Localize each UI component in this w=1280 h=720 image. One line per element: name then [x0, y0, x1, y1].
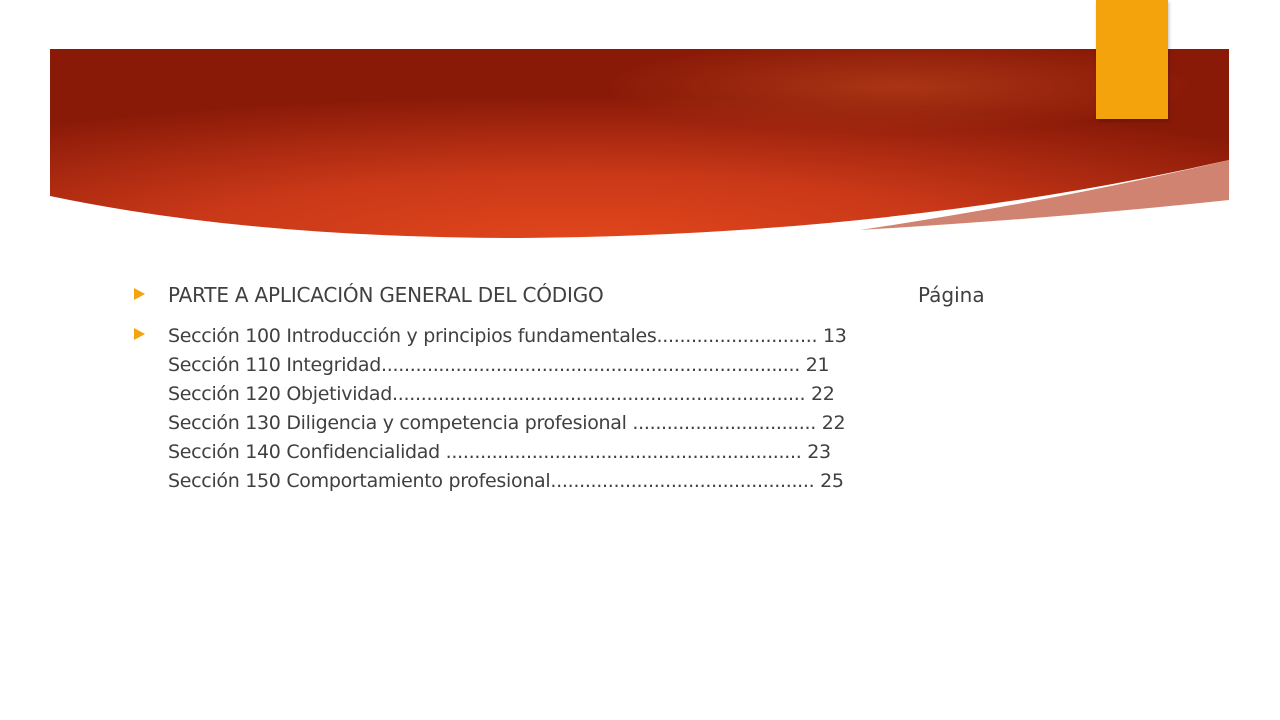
toc-heading-title: PARTE A APLICACIÓN GENERAL DEL CÓDIGO — [168, 283, 604, 307]
toc-entry: Sección 100 Introducción y principios fundamentales............................ 13 — [168, 325, 847, 347]
arrow-bullet-icon — [134, 288, 145, 300]
toc-entries — [130, 322, 1030, 496]
toc-entry: Sección 120 Objetividad........................................................................ 22 — [168, 383, 835, 405]
toc-entry: Sección 140 Confidencialidad .............................................................. 23 — [168, 441, 831, 463]
header-banner — [0, 0, 1280, 260]
accent-tab — [1096, 0, 1168, 119]
toc-entry: Sección 150 Comportamiento profesional.............................................. 25 — [168, 470, 844, 492]
toc-entry: Sección 110 Integridad......................................................................... 21 — [168, 354, 830, 376]
table-of-contents — [130, 282, 1030, 496]
arrow-bullet-icon — [134, 328, 145, 340]
toc-entry: Sección 130 Diligencia y competencia profesional ................................ 22 — [168, 412, 846, 434]
toc-heading-page-label: Página — [918, 283, 985, 307]
toc-heading — [130, 282, 1030, 312]
